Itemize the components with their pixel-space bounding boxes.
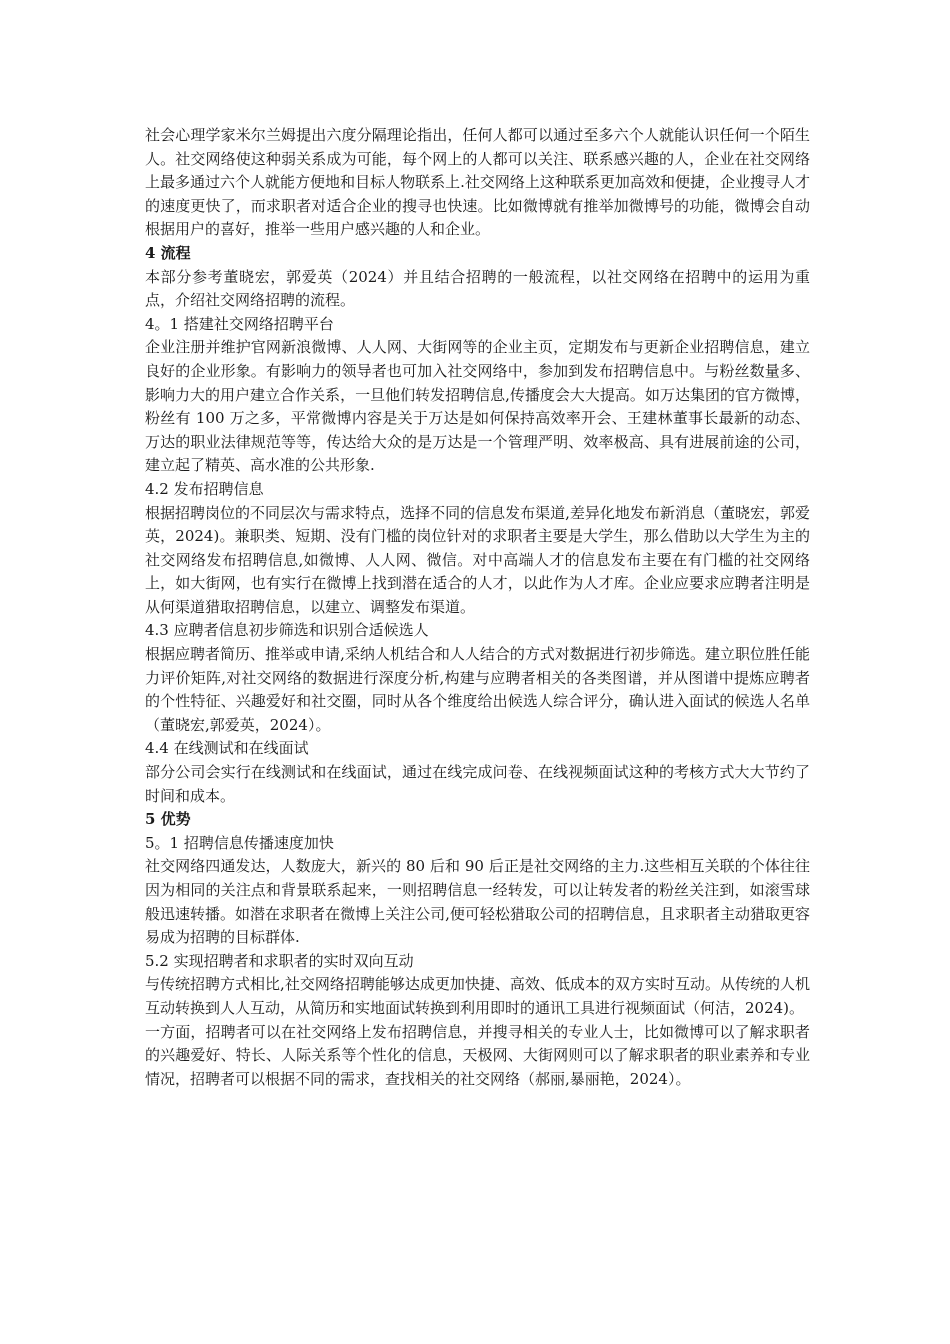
paragraph-spread-speed: 社交网络四通发达，人数庞大，新兴的 80 后和 90 后正是社交网络的主力.这些相互关联的个体往往因为相同的关注点和背景联系起来，一则招聘信息一经转发，可以让转发者的粉丝关注到，如滚雪球般迅速转播。如潜在求职者在微博上关注公司,便可轻松猎取公司的招聘信息，且求职者主动猎取更容易成为招聘的目标群体. bbox=[145, 857, 810, 947]
subheading-5-2: 5.2 实现招聘者和求职者的实时双向互动 bbox=[145, 951, 414, 970]
paragraph-publish: 根据招聘岗位的不同层次与需求特点，选择不同的信息发布渠道,差异化地发布新消息（董晓宏，郭爱英，2024)。兼职类、短期、没有门槛的岗位针对的求职者主要是大学生，那么借助以大学生为主的社交网络发布招聘信息,如微博、人人网、微信。对中高端人才的信息发布主要在有门槛的社交网络上，如大街网，也有实行在微博上找到潜在适合的人才，以此作为人才库。企业应要求应聘者注明是从何渠道猎取招聘信息，以建立、调整发布渠道。 bbox=[145, 503, 810, 616]
section-heading-process: 4 流程 bbox=[145, 243, 191, 262]
document-body bbox=[145, 124, 810, 1091]
paragraph-platform: 企业注册并维护官网新浪微博、人人网、大街网等的企业主页，定期发布与更新企业招聘信息，建立良好的企业形象。有影响力的领导者也可加入社交网络中，参加到发布招聘信息中。与粉丝数量多、影响力大的用户建立合作关系，一旦他们转发招聘信息,传播度会大大提高。如万达集团的官方微博，粉丝有 100 万之多，平常微博内容是关于万达是如何保持高效率开会、王建林董事长最新的动态、万达的职业法律规范等等，传达给大众的是万达是一个管理严明、效率极高、具有进展前途的公司，建立起了精英、高水准的公共形象. bbox=[145, 338, 810, 475]
subheading-4-2: 4.2 发布招聘信息 bbox=[145, 479, 264, 498]
paragraph-realtime-interaction: 与传统招聘方式相比,社交网络招聘能够达成更加快捷、高效、低成本的双方实时互动。从传统的人机互动转换到人人互动，从简历和实地面试转换到利用即时的通讯工具进行视频面试（何洁，2024)。 bbox=[145, 975, 810, 1017]
paragraph-recruiter-side: 一方面，招聘者可以在社交网络上发布招聘信息，并搜寻相关的专业人士，比如微博可以了解求职者的兴趣爱好、特长、人际关系等个性化的信息，天极网、大街网则可以了解求职者的职业素养和专业情况，招聘者可以根据不同的需求，查找相关的社交网络（郝丽,暴丽艳，2024）。 bbox=[145, 1022, 810, 1088]
paragraph-online-test: 部分公司会实行在线测试和在线面试，通过在线完成问卷、在线视频面试这种的考核方式大大节约了时间和成本。 bbox=[145, 763, 810, 805]
subheading-5-1: 5。1 招聘信息传播速度加快 bbox=[145, 833, 334, 852]
section-heading-advantages: 5 优势 bbox=[145, 810, 191, 829]
subheading-4-3: 4.3 应聘者信息初步筛选和识别合适候选人 bbox=[145, 621, 429, 640]
paragraph-screening: 根据应聘者简历、推举或申请,采纳人机结合和人人结合的方式对数据进行初步筛选。建立职位胜任能力评价矩阵,对社交网络的数据进行深度分析,构建与应聘者相关的各类图谱，并从图谱中提炼应聘者的个性特征、兴趣爱好和社交圈，同时从各个维度给出候选人综合评分，确认进入面试的候选人名单（董晓宏,郭爱英，2024）。 bbox=[145, 645, 810, 734]
paragraph-process-intro: 本部分参考董晓宏，郭爱英（2024）并且结合招聘的一般流程，以社交网络在招聘中的运用为重点，介绍社交网络招聘的流程。 bbox=[145, 267, 810, 310]
subheading-4-4: 4.4 在线测试和在线面试 bbox=[145, 739, 309, 758]
paragraph-six-degrees: 社会心理学家米尔兰姆提出六度分隔理论指出，任何人都可以通过至多六个人就能认识任何一个陌生人。社交网络使这种弱关系成为可能，每个网上的人都可以关注、联系感兴趣的人，企业在社交网络上最多通过六个人就能方便地和目标人物联系上.社交网络上这种联系更加高效和便捷，企业搜寻人才的速度更快了，而求职者对适合企业的搜寻也快速。比如微博就有推举加微博号的功能，微博会自动根据用户的喜好，推举一些用户感兴趣的人和企业。 bbox=[145, 126, 810, 239]
subheading-4-1: 4。1 搭建社交网络招聘平台 bbox=[145, 314, 334, 333]
